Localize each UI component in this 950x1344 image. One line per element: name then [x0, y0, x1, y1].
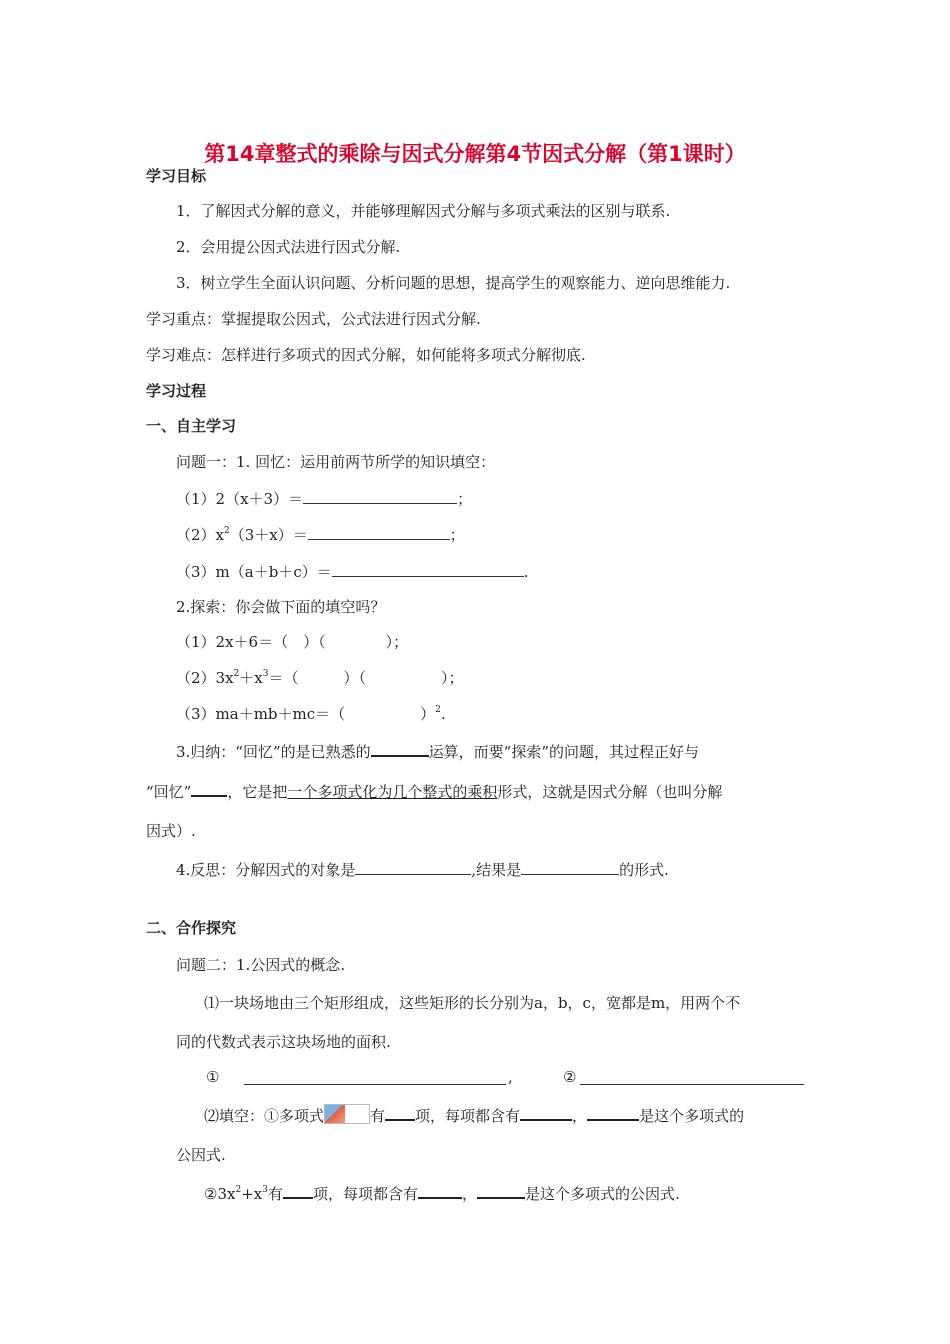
- explore-expression: ＋x: [239, 669, 263, 687]
- summary-text: “回忆”: [146, 783, 192, 801]
- summary-line-2: [146, 780, 722, 802]
- explore-item-3: [176, 704, 446, 724]
- answer-blank[interactable]: [191, 780, 227, 797]
- objectives-heading: 学习目标: [146, 167, 207, 185]
- exponent: 3: [262, 1185, 268, 1195]
- explore-expression: .: [440, 705, 446, 723]
- problem1-line-2: 同的代数式表示这块场地的面积.: [176, 1033, 391, 1051]
- section2-heading: 二、合作探究: [146, 919, 237, 937]
- reflect-text: ,结果是: [471, 861, 522, 879]
- answer-blank[interactable]: [418, 1182, 462, 1199]
- recall-item-2: [176, 524, 465, 545]
- objective-item: 3．树立学生全面认识问题、分析问题的思想，提高学生的观察能力、逆向思维能力.: [176, 274, 731, 292]
- recall-expression: （2）x: [176, 526, 225, 544]
- document-title: 第14章整式的乘除与因式分解第4节因式分解（第1课时）: [204, 142, 746, 166]
- problem-text: ⑵填空：①多项式: [204, 1107, 325, 1125]
- summary-text: 3.归纳：“回忆”的是已熟悉的: [176, 743, 371, 761]
- answer-blank[interactable]: [355, 859, 471, 875]
- recall-expression: （3）m（a＋b＋c）＝: [176, 563, 332, 581]
- answer-blank[interactable]: [587, 1104, 639, 1121]
- answer-blank[interactable]: [477, 1182, 525, 1199]
- summary-text: 运算，而要“探索”的问题，其过程正好与: [428, 743, 699, 761]
- process-heading: 学习过程: [146, 382, 207, 400]
- answer-circle-1: ①: [206, 1068, 220, 1086]
- question2-intro: 问题二：1.公因式的概念.: [176, 956, 346, 974]
- question1-intro: 问题一：1. 回忆：运用前两节所学的知识填空：: [176, 453, 496, 471]
- explore-intro: 2.探索：你会做下面的填空吗？: [176, 598, 386, 616]
- comma: ,: [508, 1068, 513, 1086]
- missing-image-icon: [324, 1104, 370, 1124]
- key-point: 学习重点：掌握提取公因式，公式法进行因式分解.: [146, 310, 481, 328]
- answer-blank[interactable]: [244, 1069, 506, 1085]
- answer-blank[interactable]: [332, 561, 524, 577]
- exponent: 2: [435, 705, 441, 715]
- reflect-text: 的形式.: [619, 861, 669, 879]
- answer-blank[interactable]: [385, 1104, 415, 1121]
- problem-text: ，: [572, 1107, 588, 1125]
- problem-text: 项，每项都含有: [415, 1107, 521, 1125]
- problem-text: ②3x: [204, 1185, 236, 1203]
- objective-item: 2．会用提公因式法进行因式分解.: [176, 238, 401, 256]
- explore-expression: （2）3x: [176, 669, 234, 687]
- problem3-line: [204, 1182, 680, 1204]
- underlined-definition: 一个多项式化为几个整式的乘积: [287, 783, 498, 801]
- problem-text: 项，每项都含有: [312, 1185, 418, 1203]
- answer-blank[interactable]: [371, 740, 429, 757]
- explore-item-1: （1）2x＋6＝（ ）（ ）；: [176, 633, 409, 651]
- problem-text: 是这个多项式的公因式.: [525, 1185, 680, 1203]
- summary-line-1: [176, 740, 699, 762]
- answer-blank[interactable]: [520, 1104, 572, 1121]
- problem-text: 有: [267, 1185, 283, 1203]
- answer-blank[interactable]: [580, 1069, 804, 1085]
- explore-expression: （3）ma＋mb＋mc＝（ ）: [176, 705, 436, 723]
- exponent: 2: [233, 669, 240, 679]
- recall-item-1: [176, 488, 472, 509]
- exponent: 3: [262, 669, 269, 679]
- summary-line-3: 因式）.: [146, 822, 196, 840]
- exponent: 2: [235, 1185, 242, 1195]
- explore-expression: ＝（ ）（ ）；: [268, 669, 464, 687]
- recall-expression: （1）2（x＋3）＝: [176, 490, 304, 508]
- answer-blank[interactable]: [308, 524, 450, 540]
- difficult-point: 学习难点：怎样进行多项式的因式分解，如何能将多项式分解彻底.: [146, 346, 586, 364]
- summary-text: 形式，这就是因式分解（也叫分解: [497, 783, 723, 801]
- objective-item: 1．了解因式分解的意义，并能够理解因式分解与多项式乘法的区别与联系.: [176, 202, 671, 220]
- problem-text: 是这个多项式的: [639, 1107, 745, 1125]
- problem-text: ，: [461, 1185, 477, 1203]
- summary-text: ，它是把: [227, 783, 288, 801]
- recall-suffix: .: [523, 563, 529, 581]
- recall-suffix: ；: [457, 490, 473, 508]
- problem2-line: [204, 1104, 744, 1126]
- answer-blank[interactable]: [283, 1182, 313, 1199]
- recall-item-3: [176, 561, 529, 582]
- problem1-line-1: ⑴一块场地由三个矩形组成，这些矩形的长分别为a，b，c，宽都是m，用两个不: [204, 994, 741, 1012]
- recall-suffix: ；: [449, 526, 465, 544]
- answer-circle-2: ②: [563, 1068, 577, 1086]
- answer-blank[interactable]: [303, 488, 457, 504]
- exponent: 2: [224, 526, 230, 536]
- answer-blank[interactable]: [521, 859, 619, 875]
- section1-heading: 一、自主学习: [146, 417, 237, 435]
- problem2-line-2: 公因式.: [176, 1146, 226, 1164]
- explore-item-2: [176, 668, 464, 688]
- reflect-text: 4.反思：分解因式的对象是: [176, 861, 356, 879]
- problem-text: 有: [370, 1107, 386, 1125]
- reflect-line: [176, 859, 669, 880]
- recall-expression: （3＋x）＝: [229, 526, 308, 544]
- problem-text: +x: [241, 1185, 263, 1203]
